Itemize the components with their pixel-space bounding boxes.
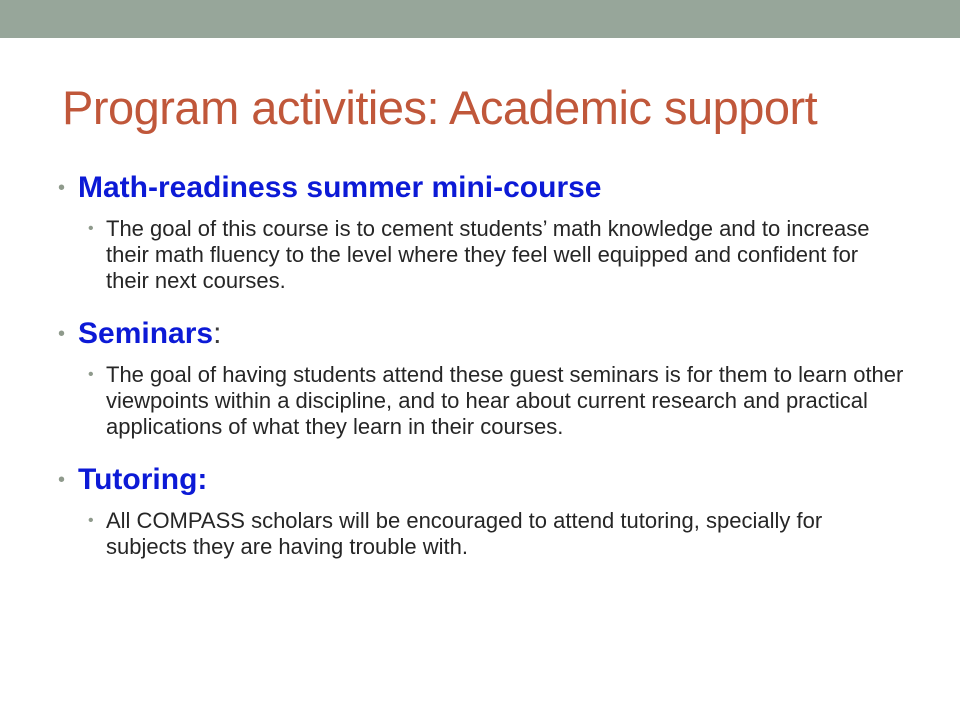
- section-text: [88, 216, 906, 294]
- heading-colon: :: [213, 317, 222, 350]
- bullet-icon: •: [58, 323, 66, 345]
- bullet-icon: •: [88, 366, 94, 383]
- heading-text: Math-readiness summer mini-course: [78, 171, 602, 204]
- section-math-readiness: [58, 170, 918, 294]
- bullet-icon: •: [88, 220, 94, 237]
- bullet-icon: •: [58, 177, 66, 199]
- sub-bullet-text: The goal of this course is to cement students’ math knowledge and to increase their math fluency to the level where they feel well equipped and confident for their next courses.: [106, 216, 870, 293]
- heading-text: Seminars: [78, 317, 214, 350]
- slide-content: [58, 170, 918, 560]
- heading-text: Tutoring:: [78, 463, 208, 496]
- section-text: [88, 362, 906, 440]
- section-heading: [58, 462, 918, 498]
- section-tutoring: [58, 462, 918, 560]
- bullet-icon: •: [88, 512, 94, 529]
- section-text: [88, 508, 906, 560]
- sub-bullet-text: The goal of having students attend these guest seminars is for them to learn other viewpoints within a discipline, and to hear about current research and practical applications of what they learn in their courses.: [106, 362, 904, 439]
- section-seminars: [58, 316, 918, 440]
- section-heading: [58, 316, 918, 352]
- slide-title: Program activities: Academic support: [62, 81, 818, 134]
- bullet-icon: •: [58, 469, 66, 491]
- section-heading: [58, 170, 918, 206]
- top-accent-bar: [0, 0, 960, 38]
- sub-bullet-text: All COMPASS scholars will be encouraged to attend tutoring, specially for subjects they are having trouble with.: [106, 508, 823, 559]
